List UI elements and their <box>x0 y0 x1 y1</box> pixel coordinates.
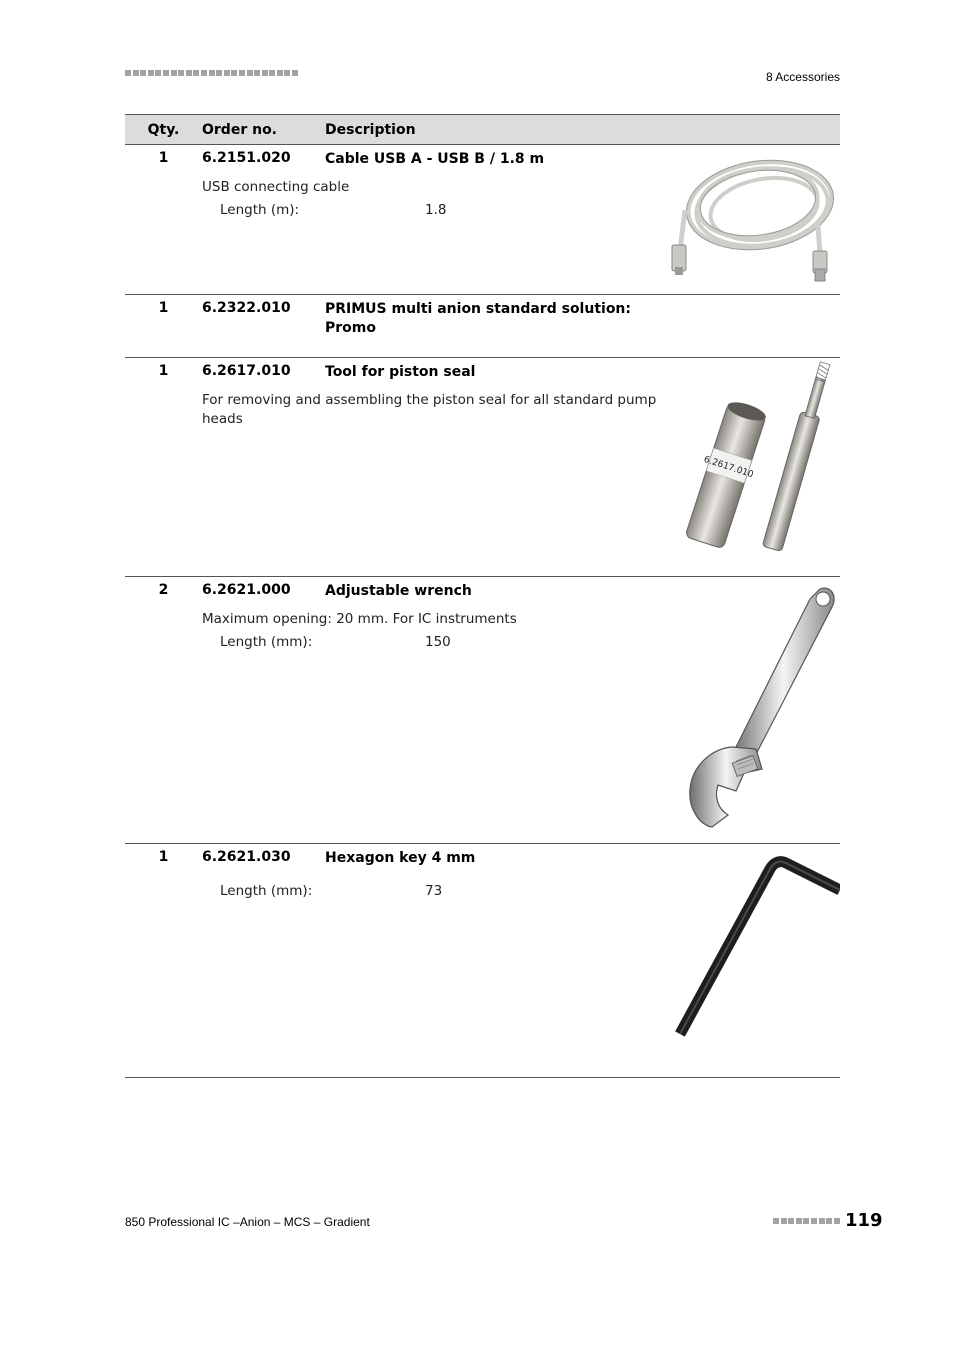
property-value: 1.8 <box>425 202 447 218</box>
row-property <box>220 883 670 899</box>
chapter-title: 8 Accessories <box>765 70 840 84</box>
row-text: Maximum opening: 20 mm. For IC instruments <box>202 611 517 627</box>
row-title: Cable USB A - USB B / 1.8 m <box>325 151 545 167</box>
adjustable-wrench-image <box>670 577 840 832</box>
table-row <box>125 295 840 358</box>
property-value: 73 <box>425 883 443 899</box>
footer-decoration <box>773 1218 840 1224</box>
table-row <box>125 844 840 1078</box>
row-qty: 1 <box>125 358 202 577</box>
accessories-table <box>125 114 840 1078</box>
table-row <box>125 577 840 844</box>
row-description <box>325 295 670 358</box>
header-image <box>670 115 840 145</box>
header-order-no: Order no. <box>202 115 325 145</box>
row-text: For removing and assembling the piston seal for all standard pump heads <box>202 392 657 427</box>
table-row <box>125 145 840 295</box>
row-qty: 1 <box>125 295 202 358</box>
property-value: 150 <box>425 634 451 650</box>
row-qty: 1 <box>125 145 202 295</box>
row-property <box>220 634 670 650</box>
piston-seal-tool-image <box>670 358 840 558</box>
header-decoration <box>125 70 298 76</box>
row-image-cell <box>670 358 840 577</box>
row-qty: 2 <box>125 577 202 844</box>
usb-cable-image <box>670 145 840 285</box>
row-title: Hexagon key 4 mm <box>325 850 476 866</box>
table-row <box>125 358 840 577</box>
row-property <box>220 202 670 218</box>
row-title: PRIMUS multi anion standard solution: Promo <box>325 301 631 336</box>
row-title: Adjustable wrench <box>325 583 472 599</box>
row-order-no: 6.2151.020 <box>202 145 325 295</box>
header-qty: Qty. <box>125 115 202 145</box>
property-label: Length (m): <box>220 202 300 218</box>
row-title: Tool for piston seal <box>325 364 476 380</box>
document-title: 850 Professional IC –Anion – MCS – Gradient <box>125 1215 370 1229</box>
row-image-cell <box>670 145 840 295</box>
row-image-cell <box>670 295 840 358</box>
property-label: Length (mm): <box>220 883 313 899</box>
property-label: Length (mm): <box>220 634 313 650</box>
row-order-no: 6.2621.030 <box>202 844 325 1078</box>
table-header-row <box>125 115 840 145</box>
hexagon-key-image <box>670 844 840 1044</box>
row-order-no: 6.2621.000 <box>202 577 325 844</box>
row-image-cell <box>670 844 840 1078</box>
row-text: USB connecting cable <box>202 179 350 195</box>
row-image-cell <box>670 577 840 844</box>
row-order-no: 6.2322.010 <box>202 295 325 358</box>
header-description: Description <box>325 115 670 145</box>
row-order-no: 6.2617.010 <box>202 358 325 577</box>
row-qty: 1 <box>125 844 202 1078</box>
page-number: 119 <box>845 1210 883 1231</box>
tool-label: 6.2617.010 <box>702 454 755 481</box>
